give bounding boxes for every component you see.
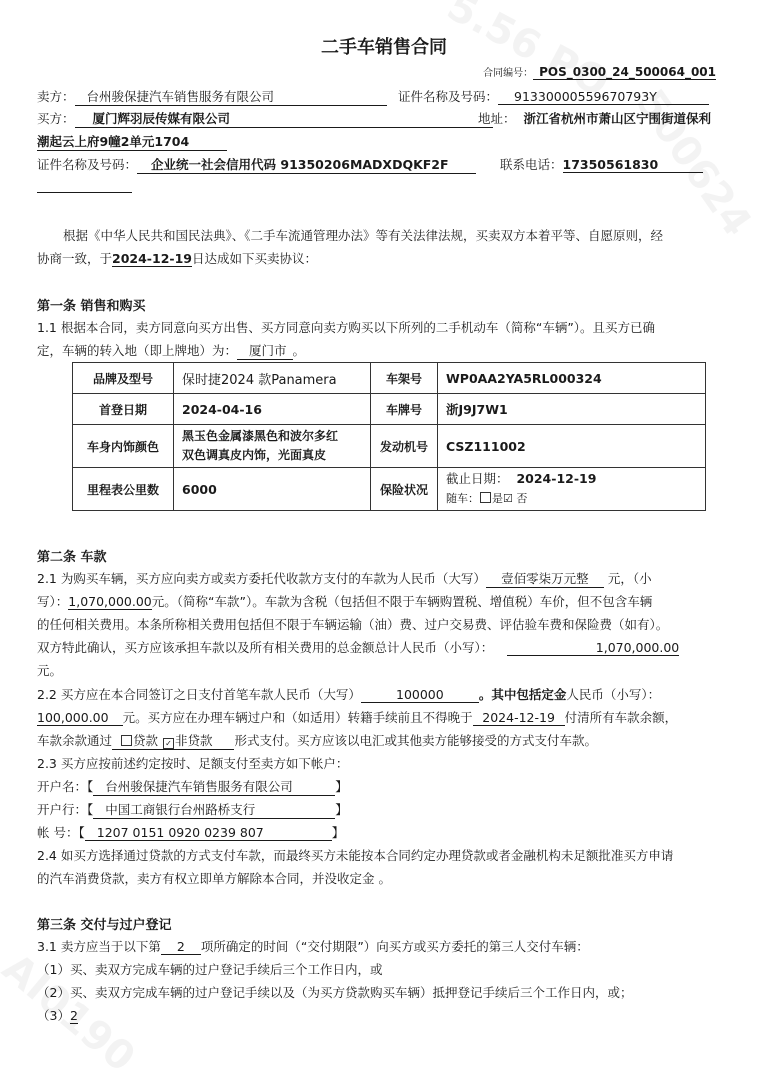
buyer-id-label: 证件名称及号码： [37,157,138,172]
seller-id-label: 证件名称及号码： [398,89,499,104]
buyer-name: 厦门辉羽辰传媒有限公司 [75,109,493,128]
article2-heading: 第二条 车款 [37,550,107,565]
document-title: 二手车销售合同 [321,37,447,58]
color-line: 双色调真皮内饰，光面真皮 [182,448,327,462]
article1-p1-line2 [37,341,305,360]
article2-p21-line2 [37,592,652,610]
account-number-row: 帐 号：【 1207 0151 0920 0239 807 】 [37,825,345,840]
buyer-address-continued [37,132,227,151]
deposit-text: 。其中包括定金 [478,687,567,702]
engine-label: 发动机号 [371,425,438,468]
nonloan-label: 非贷款 [175,733,213,748]
seller-row [37,87,387,106]
insurance-value [438,468,706,511]
amount-cn: 壹佰零柒万元整 [486,569,604,588]
color-label: 车身内饰颜色 [73,425,174,468]
seller-id-row [398,87,709,105]
article-text: 人民币（小写）： [566,687,661,702]
article-text: 车款余款通过 [37,733,113,748]
payment-deadline: 2024-12-19 [473,710,565,726]
mileage-value: 6000 [174,468,371,511]
buyer-id-row [37,155,476,174]
article3-option2: （2）买、卖双方完成车辆的过户登记手续以及（为买方贷款购买车辆）抵押登记手续后三个工作日内，或； [37,985,633,1000]
buyer-id-value: 企业统一社会信用代码 91350206MADXDQKF2F [137,155,476,174]
color-value [174,425,371,468]
article-text: 2.2 买方应在本合同签订之日支付首笔车款人民币（大写） [37,687,361,702]
seller-id-value: 91330000559670793Y [498,89,709,105]
vin-value: WP0AA2YA5RL000324 [438,363,706,394]
first-payment-number: 100,000.00 [37,710,123,726]
preamble-text: 日达成如下买卖协议： [191,251,317,266]
checkbox-no-checked[interactable]: ☑ [503,492,513,505]
first-payment-cn: 100000 [361,687,479,703]
article-text: 写）： [37,594,69,609]
reg-date-value: 2024-04-16 [174,394,371,425]
vehicle-info-table [72,362,706,511]
plate-value: 浙J9J7W1 [438,394,706,425]
brand-label: 品牌及型号 [73,363,174,394]
article1-heading: 第一条 销售和购买 [37,299,146,314]
preamble-text: 协商一致，于 [37,251,113,266]
article2-p22-line1 [37,685,660,703]
bank-row: 开户行：【 中国工商银行台州路桥支行 】 [37,802,348,817]
table-row [73,394,706,425]
yes-label: 是 [492,492,503,505]
plate-label: 车牌号 [371,394,438,425]
insurance-with-car-row [446,489,697,509]
buyer-row [37,109,493,128]
agreement-date: 2024-12-19 [112,251,192,266]
vin-label: 车架号 [371,363,438,394]
buyer-phone-row [500,155,703,173]
article2-p22-line2 [37,708,677,726]
contract-number-value: POS_0300_24_500064_001 [533,65,716,80]
article2-p21-line5: 元。 [37,663,63,678]
checkbox-yes[interactable] [480,492,491,503]
blank-underline [37,192,132,193]
buyer-phone-value: 17350561830 [563,157,703,173]
article2-p21-line3: 的任何相关费用。本条所称相关费用包括但不限于车辆运输（油）费、过户交易费、评估验车费和保险费（如有）。 [37,617,669,632]
total-amount: 1,070,000.00 [507,640,679,656]
transfer-city: 厦门市 [237,341,293,360]
article2-p24-line1: 2.4 如买方选择通过贷款的方式支付车款，而最终买方未能按本合同约定办理贷款或者金融机构未足额批准买方申请 [37,848,674,863]
article-text: 2.1 为购买车辆，买方应向卖方或卖方委托代收款方支付的车款为人民币（大写） [37,571,486,586]
article-text: 3.1 卖方应当于以下第 [37,939,161,954]
article3-heading: 第三条 交付与过户登记 [37,918,172,933]
article2-p21-line1 [37,569,652,588]
mileage-label: 里程表公里数 [73,468,174,511]
seller-name: 台州骏保捷汽车销售服务有限公司 [75,87,387,106]
article3-option3 [37,1006,78,1024]
option3-value: 2 [69,1008,78,1023]
seller-label: 卖方： [37,89,75,104]
article-text: 定，车辆的转入地（即上牌地）为： [37,343,238,358]
checkbox-loan[interactable] [121,735,132,746]
color-line: 黑玉色金属漆黑色和波尔多红 [182,429,339,443]
checkbox-nonloan-checked[interactable]: ✓ [163,738,174,749]
article-text: 元，（小 [607,571,652,586]
account-number: 1207 0151 0920 0239 807 [85,825,332,841]
loan-label: 贷款 [133,733,159,748]
article2-p24-line2: 的汽车消费贷款，卖方有权立即单方解除本合同，并没收定金 。 [37,871,391,886]
delivery-item-number: 2 [161,939,201,955]
buyer-address-line1: 浙江省杭州市萧山区宁围街道保利 [523,111,712,126]
no-label: 否 [516,492,528,505]
buyer-label: 买方： [37,111,75,126]
article-text: 形式支付。买方应该以电汇或其他卖方能够接受的方式支付车款。 [234,733,597,748]
buyer-address-label: 地址： [478,111,516,126]
article-text: 。 [292,343,306,358]
insurance-date-row [446,469,697,489]
option3-label: （3） [37,1008,70,1023]
article-text: 元。（简称“车款”）。车款为含税（包括但不限于车辆购置税、增值税）车价，但不包含车辆 [151,594,653,609]
brand-value: 保时捷2024 款Panamera [174,363,371,394]
account-name: 台州骏保捷汽车销售服务有限公司 [93,777,335,796]
insurance-date-label: 截止日期： [446,471,509,486]
account-number-label: 帐 号： [37,825,79,840]
table-row [73,425,706,468]
amount-number: 1,070,000.00 [68,594,152,609]
buyer-phone-label: 联系电话： [500,157,563,172]
article-text: 付清所有车款余额， [564,710,678,725]
payment-method [112,731,234,750]
contract-number [483,64,716,80]
account-name-row: 开户名：【 台州骏保捷汽车销售服务有限公司 】 [37,779,348,794]
insurance-label: 保险状况 [371,468,438,511]
bank-name: 中国工商银行台州路桥支行 [93,800,335,819]
article-text: 项所确定的时间（“交付期限”）向买方或买方委托的第三人交付车辆： [200,939,589,954]
contract-number-label: 合同编号： [483,68,534,79]
table-row [73,363,706,394]
article2-p23: 2.3 买方应按前述约定按时、足额支付至卖方如下帐户： [37,756,349,771]
preamble-line2 [37,249,317,267]
article-text: 元。买方应在办理车辆过户和（如适用）转籍手续前且不得晚于 [122,710,473,725]
reg-date-label: 首登日期 [73,394,174,425]
article2-p22-line3 [37,731,597,750]
article2-p21-line4 [37,638,679,656]
article1-p1-line1: 1.1 根据本合同，卖方同意向买方出售、买方同意向卖方购买以下所列的二手机动车（简称“车辆”）。且买方已确 [37,320,656,335]
bank-label: 开户行： [37,802,88,817]
engine-value: CSZ111002 [438,425,706,468]
article3-option1: （1）买、卖双方完成车辆的过户登记手续后三个工作日内，或 [37,962,383,977]
account-name-label: 开户名： [37,779,88,794]
insurance-date: 2024-12-19 [516,471,597,486]
article3-p31 [37,937,589,955]
buyer-address-line2: 潮起云上府9幢2单元1704 [37,132,227,151]
table-row [73,468,706,511]
preamble-line1: 根据《中华人民共和国民法典》、《二手车流通管理办法》等有关法律法规，买卖双方本着平等、自愿原则，经 [63,228,664,243]
with-car-label: 随车： [446,492,479,505]
article-text: 双方特此确认，买方应该承担车款以及所有相关费用的总金额总计人民币（小写）： [37,640,494,655]
buyer-address-row [478,109,711,127]
